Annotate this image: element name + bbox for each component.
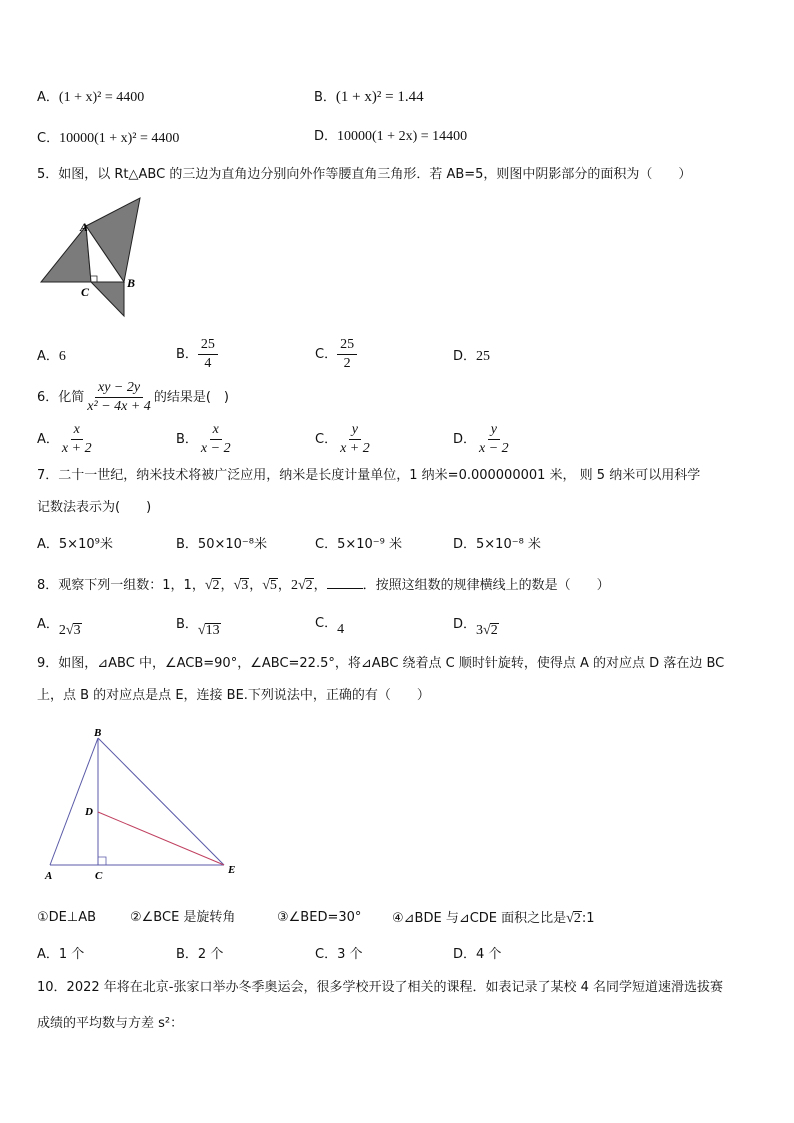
q5-shaded-square-ac xyxy=(41,226,91,282)
q10-stem-line2: 成绩的平均数与方差 s²： xyxy=(37,1016,184,1031)
q9-label-c: C xyxy=(95,870,103,882)
q8-option-c: C．4 xyxy=(315,616,345,637)
q9-stem-line1: 9．如图，⊿ABC 中，∠ACB=90°，∠ABC=22.5°，将⊿ABC 绕着点 C 顺时针旋转，使得点 A 的对应点 D 落在边 BC xyxy=(37,656,725,671)
q7-stem-line1: 7．二十一世纪，纳米技术将被广泛应用，纳米是长度计量单位，1 纳米=0.000000001 米， 则 5 纳米可以用科学 xyxy=(37,468,701,483)
q9-option-c: C．3 个 xyxy=(315,947,363,962)
q9-statement-1: ①DE⊥AB xyxy=(37,910,97,925)
q6-option-b: B． $\frac{x}{x - 2}$ xyxy=(176,422,231,456)
q9-option-a: A．1 个 xyxy=(37,947,85,962)
q9-label-b: B xyxy=(94,727,102,739)
q7-option-a: A．5×10⁹米 xyxy=(37,537,113,552)
q9-segment-ab xyxy=(50,738,98,865)
q7-option-b: B．50×10⁻⁸米 xyxy=(176,537,267,552)
q8-option-b: B．√13 xyxy=(176,617,220,638)
q4-option-d-expr: 10000(1 + 2x) = 14400 xyxy=(337,129,468,144)
q4-option-c-expr: 10000(1 + x)² = 4400 xyxy=(59,131,180,146)
q8-option-d: D．3√2 xyxy=(453,617,498,638)
q6-expression-fraction: $\frac{xy - 2y}{\text{x² − 4x + 4}}$ xyxy=(87,380,151,414)
q9-label-d: D xyxy=(85,806,93,818)
q6-option-c: C． $\frac{y}{x + 2}$ xyxy=(315,422,370,456)
q7-option-c: C．5×10⁻⁹ 米 xyxy=(315,537,402,552)
q9-option-d: D．4 个 xyxy=(453,947,502,962)
q5-option-b: B． $\frac{25}{4}$ xyxy=(176,338,218,371)
q9-right-angle-mark xyxy=(98,857,106,865)
q9-segment-be xyxy=(98,738,224,865)
q9-statement-3: ③∠BED=30° xyxy=(277,910,362,925)
q9-option-b: B．2 个 xyxy=(176,947,224,962)
q4-option-c: C．10000(1 + x)² = 4400 xyxy=(37,131,180,146)
q5-label-a: A xyxy=(80,220,89,234)
q4-option-a: A．(1 + x)² = 4400 xyxy=(37,90,145,105)
q9-statement-2: ②∠BCE 是旋转角 xyxy=(130,910,236,925)
q5-label-b: B xyxy=(127,276,136,290)
q7-option-d: D．5×10⁻⁸ 米 xyxy=(453,537,541,552)
q4-option-d: D．10000(1 + 2x) = 14400 xyxy=(314,129,468,144)
q5-label-c: C xyxy=(81,285,90,299)
q8-option-a: A．2√3 xyxy=(37,617,81,638)
q5-option-a: A．6 xyxy=(37,349,66,364)
q4-option-a-expr: (1 + x)² = 4400 xyxy=(58,90,145,105)
q7-stem-line2: 记数法表示为( ) xyxy=(37,500,152,515)
q9-label-e: E xyxy=(228,864,236,876)
q9-stem-line2: 上，点 B 的对应点是点 E，连接 BE.下列说法中，正确的有（ ） xyxy=(37,688,430,703)
q9-statement-4: ④⊿BDE 与⊿CDE 面积之比是√2:1 xyxy=(392,911,595,926)
q9-label-a: A xyxy=(45,870,53,882)
q6-option-a: A． $\frac{x}{x + 2}$ xyxy=(37,422,92,456)
q5-option-c: C． $\frac{25}{2}$ xyxy=(315,338,357,371)
q5-figure xyxy=(36,194,146,320)
q8-stem: 8．观察下列一组数：1，1，√2，√3，√5，2√2， ．按照这组数的规律横线上的数是（ ） xyxy=(37,578,610,593)
q5-option-d: D．25 xyxy=(453,349,491,364)
q6-option-d: D． $\frac{y}{x - 2}$ xyxy=(453,422,509,456)
q5-option-b-fraction: $\frac{25}{4}$ xyxy=(198,338,218,371)
q4-option-b-expr: (1 + x)² = 1.44 xyxy=(335,89,424,105)
q4-option-b: B．(1 + x)² = 1.44 xyxy=(314,89,424,105)
q5-option-c-fraction: $\frac{25}{2}$ xyxy=(337,338,357,371)
q9-figure xyxy=(38,722,248,884)
q5-shaded-square-bc xyxy=(91,282,124,316)
q10-stem-line1: 10．2022 年将在北京-张家口举办冬季奥运会，很多学校开设了相关的课程．如表记录了某校 4 名同学短道速滑选拔赛 xyxy=(37,980,723,995)
q6-stem: 6．化简 $\frac{xy - 2y}{\text{x² − 4x + 4}}$ 的结果是( ) xyxy=(37,380,229,414)
q8-answer-blank xyxy=(327,577,363,589)
q5-stem: 5．如图，以 Rt△ABC 的三边为直角边分别向外作等腰直角三角形．若 AB=5，则图中阴影部分的面积为（ ） xyxy=(37,167,692,182)
q9-segment-de xyxy=(98,812,224,865)
